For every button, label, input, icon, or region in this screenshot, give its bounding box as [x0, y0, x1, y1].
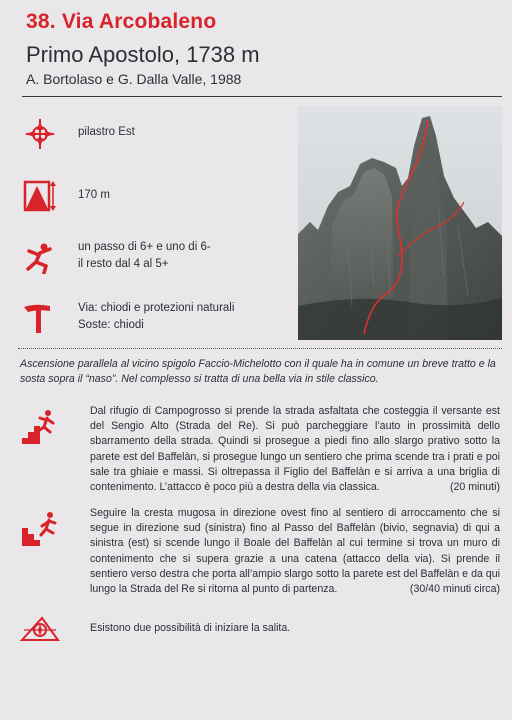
descent-time: (30/40 minuti circa) — [409, 583, 500, 596]
compass-rose-icon — [20, 118, 60, 150]
height-text: 170 m — [78, 189, 110, 201]
climber-icon — [20, 242, 60, 274]
gear-line-2: Soste: chiodi — [78, 319, 144, 331]
height-triangle-icon — [20, 180, 60, 212]
descent-description: Seguire la cresta mugosa in direzione ovest fino al sentiero di arroccamento che si segue in direzione sud (sinistra) fino al Passo del Baffelàn (bivio, segnavia) di qui a sinistra (est) si scende lungo il Boale del Baffelàn al cui termine si trova un muro di contenimento che si supera grazie a una catena (attacco della via). Si prende il sentiero verso destra che porta all’ampio slargo sotto la parete est del Baffelàn e da qui lungo la Strada del Re si ritorna al punto di partenza. — [90, 507, 500, 596]
approach-time: (20 minuti) — [449, 481, 500, 494]
hiker-descent-icon — [20, 510, 60, 550]
hiker-ascent-icon — [20, 408, 60, 448]
header-divider — [22, 96, 502, 97]
descent-text — [90, 506, 500, 597]
gear-line-1: Via: chiodi e protezioni naturali — [78, 302, 235, 314]
start-compass-icon — [20, 612, 60, 644]
info-exposure — [20, 118, 290, 150]
start-section — [20, 612, 290, 644]
approach-text — [90, 404, 500, 495]
peak-photo — [298, 106, 502, 340]
piton-hammer-icon — [20, 302, 60, 334]
info-gear — [20, 302, 290, 334]
approach-description: Dal rifugio di Campogrosso si prende la strada asfaltata che costeggia il versante est del Sengio Alto (Strada del Re). Si può parcheggiare l’auto in prossimità dello sbarramento della strada. Quindi si prosegue a piedi fino allo slargo prativo sotto la parete est del Baffelàn, si prosegue lungo un sentiero che prima scende tra i prati e poi sale tra ghiaie e massi. Si oltrepassa il Figlio del Baffelàn e si arriva a una briglia di contenimento. L’attacco è poco più a destra della via classica. — [90, 405, 500, 494]
route-authors: A. Bortolaso e G. Dalla Valle, 1988 — [26, 71, 242, 87]
section-divider — [18, 348, 502, 349]
difficulty-line-2: il resto dal 4 al 5+ — [78, 258, 169, 270]
gear-text — [78, 300, 234, 334]
exposure-text: pilastro Est — [78, 126, 135, 138]
difficulty-text — [78, 239, 211, 273]
info-difficulty — [20, 242, 290, 274]
difficulty-line-1: un passo di 6+ e uno di 6- — [78, 241, 211, 253]
peak-title: Primo Apostolo, 1738 m — [26, 42, 260, 67]
info-height — [20, 180, 290, 212]
route-title: 38. Via Arcobaleno — [26, 10, 217, 33]
peak-photo-drawing — [298, 106, 502, 340]
route-intro: Ascensione parallela al vicino spigolo Faccio-Michelotto con il quale ha in comune un breve tratto e la sosta sopra il “naso”. Nel complesso si tratta di una bella via in stile classico. — [20, 358, 496, 385]
approach-section — [20, 404, 502, 495]
start-text: Esistono due possibilità di iniziare la salita. — [90, 622, 291, 634]
descent-section — [20, 506, 502, 597]
